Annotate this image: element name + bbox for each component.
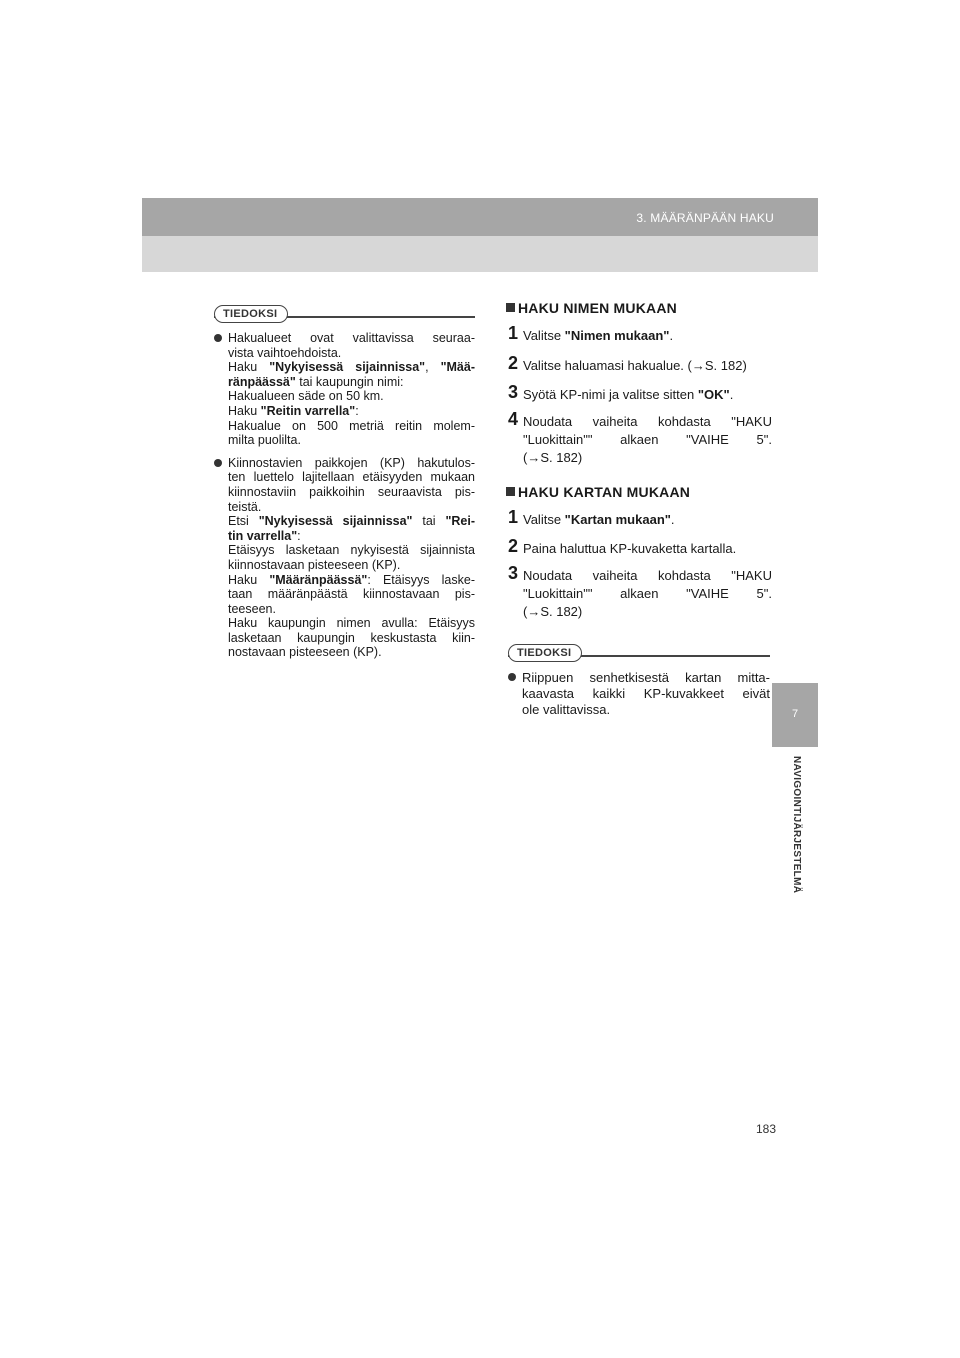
chapter-title: 3. MÄÄRÄNPÄÄN HAKU [636, 211, 774, 225]
text-line: Kiinnostavien paikkojen (KP) hakutulos- [228, 455, 475, 470]
section-title-haku-kartan: HAKU KARTAN MUKAAN [506, 484, 690, 500]
text-line: Haku "Määränpäässä": Etäisyys laske- [228, 572, 475, 587]
page-number: 183 [756, 1122, 777, 1136]
step-number: 2 [508, 536, 519, 556]
text-line: Etsi "Nykyisessä sijainnissa" tai "Rei- [228, 514, 475, 529]
text-line: taan määränpäästä kiinnostavaan pis- [228, 587, 475, 602]
square-bullet-icon [506, 303, 515, 312]
text-line: ole valittavissa. [522, 702, 611, 717]
text-line: Hakualue on 500 metriä reitin molem- [228, 418, 475, 433]
left-note [214, 304, 475, 660]
step-number: 3 [508, 382, 519, 402]
bullet-icon [214, 334, 222, 342]
text-line: vista vaihtoehdoista. [228, 345, 342, 360]
step-item: 3 Noudata vaiheita kohdasta "HAKU "Luokittain"" alkaen "VAIHE 5". (→S. 182) [508, 563, 772, 619]
text-line: Haku kaupungin nimen avulla: Etäisyys [228, 616, 475, 631]
step-number: 1 [508, 323, 519, 343]
bullet-icon [508, 673, 516, 681]
text-line: ränpäässä" tai kaupungin nimi: [228, 374, 404, 389]
step-item: 1 Valitse "Kartan mukaan". [508, 507, 675, 527]
step-number: 4 [508, 409, 519, 429]
bullet-icon [214, 459, 222, 467]
text-line: kiinnostavaan pisteeseen (KP). [228, 557, 401, 572]
step-number: 1 [508, 507, 519, 527]
section-title-haku-nimen: HAKU NIMEN MUKAAN [506, 300, 677, 316]
text-line: Etäisyys lasketaan nykyisestä sijainnista [228, 543, 475, 558]
text-line: tin varrella": [228, 528, 301, 543]
text-line: milta puolilta. [228, 433, 301, 448]
text-line: teistä. [228, 499, 262, 514]
chapter-number: 7 [791, 708, 799, 720]
step-item: 2 Paina haluttua KP-kuvaketta kartalla. [508, 536, 737, 556]
right-note [508, 643, 770, 718]
text-line: Hakualueen säde on 50 km. [228, 389, 384, 404]
text-line: teeseen. [228, 601, 276, 616]
text-line: nostavaan pisteeseen (KP). [228, 645, 382, 660]
step-item: 4 Noudata vaiheita kohdasta "HAKU "Luokittain"" alkaen "VAIHE 5". (→S. 182) [508, 409, 772, 465]
note-tag: TIEDOKSI [508, 644, 582, 662]
text-line: Haku "Reitin varrella": [228, 403, 359, 418]
text-line: ten luettelo lajitellaan etäisyyden mukaan [228, 470, 475, 485]
text-line: kaavasta kaikki KP-kuvakkeet eivät [522, 686, 770, 701]
header-sub-bar [142, 236, 818, 272]
chapter-side-tab [772, 683, 818, 747]
chapter-side-label: NAVIGOINTIJÄRJESTELMÄ [791, 756, 802, 894]
note-bullet [508, 670, 770, 718]
note-bullet [214, 331, 475, 448]
text-line: lasketaan kaupungin keskustasta kiin- [228, 630, 475, 645]
step-number: 3 [508, 563, 519, 583]
step-item: 2 Valitse haluamasi hakualue. (→S. 182) [508, 353, 747, 373]
note-bullet [214, 456, 475, 660]
text-line: Hakualueet ovat valittavissa seuraa- [228, 331, 475, 345]
step-number: 2 [508, 353, 519, 373]
square-bullet-icon [506, 487, 515, 496]
step-item: 3 Syötä KP-nimi ja valitse sitten "OK". [508, 382, 734, 402]
text-line: kiinnostaviin paikkoihin seuraavista pis- [228, 484, 475, 499]
note-tag: TIEDOKSI [214, 305, 288, 323]
text-line: Haku "Nykyisessä sijainnissa", "Mää- [228, 360, 475, 375]
step-item: 1 Valitse "Nimen mukaan". [508, 323, 674, 343]
text-line: Riippuen senhetkisestä kartan mitta- [522, 670, 770, 685]
chapter-header-bar [142, 198, 818, 236]
